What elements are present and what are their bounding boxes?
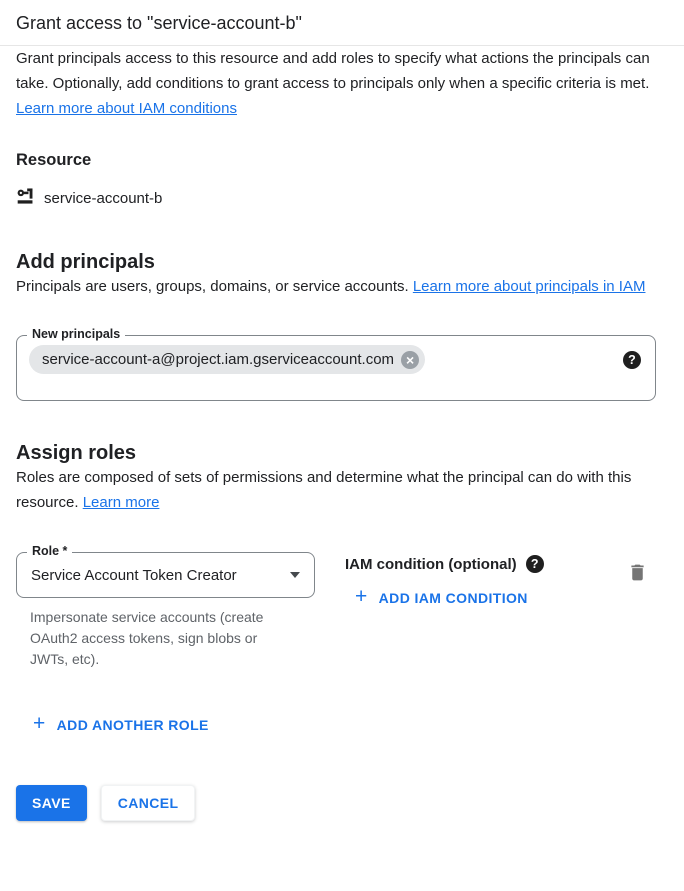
intro-text-body: Grant principals access to this resource and add roles to specify what actions the principals can take. Optionally, add conditions to grant access to principals only when a specific criteria is met. [16,50,650,92]
resource-name: service-account-b [44,190,163,207]
dialog-content [0,46,684,821]
save-button[interactable]: SAVE [16,785,87,821]
role-helper-text: Impersonate service accounts (create OAuth2 access tokens, sign blobs or JWTs, etc). [30,609,264,667]
service-account-icon [16,187,35,210]
question-glyph: ? [628,353,636,367]
add-iam-condition-button[interactable] [355,587,528,608]
add-another-role-label: ADD ANOTHER ROLE [56,716,209,733]
resource-row [16,187,656,210]
chip-remove-button[interactable] [401,351,419,369]
dialog-actions [16,785,656,821]
role-select[interactable] [16,544,315,598]
iam-condition-column [345,552,625,609]
principals-learn-more-link[interactable]: Learn more about principals in IAM [412,278,646,295]
delete-icon [627,562,648,586]
close-icon: × [405,351,415,368]
plus-icon: + [355,585,368,608]
principals-help-icon[interactable] [623,351,641,369]
cancel-button[interactable]: CANCEL [101,785,196,821]
intro-text [16,46,656,121]
assign-roles-text-body: Roles are composed of sets of permissions and determine what the principal can do with this resource. [16,469,632,511]
add-principals-text [16,274,656,299]
new-principals-field[interactable] [16,327,656,401]
principal-chip-text: service-account-a@project.iam.gserviceaccount.com [42,351,395,368]
iam-conditions-link[interactable]: Learn more about IAM conditions [16,100,237,117]
role-select-label: Role * [27,544,72,558]
roles-learn-more-link[interactable]: Learn more [82,494,160,511]
delete-role-button[interactable] [625,560,650,588]
role-column [16,544,315,670]
add-another-role-button[interactable] [33,714,209,735]
add-principals-heading: Add principals [16,251,155,273]
assign-roles-text [16,465,656,515]
new-principals-label: New principals [27,327,125,341]
plus-icon: + [33,712,46,735]
iam-condition-label-row [345,555,625,573]
role-row [16,544,656,670]
dialog-title: Grant access to "service-account-b" [16,13,302,33]
resource-heading: Resource [16,151,92,169]
dropdown-arrow-icon [290,572,300,578]
principal-chip [29,345,425,374]
add-iam-condition-label: ADD IAM CONDITION [378,589,528,606]
iam-condition-label: IAM condition (optional) [345,555,517,573]
iam-condition-help-icon[interactable] [526,555,544,573]
assign-roles-heading: Assign roles [16,442,137,464]
add-principals-text-body: Principals are users, groups, domains, or service accounts. [16,278,413,295]
role-select-value: Service Account Token Creator [31,566,237,584]
question-glyph: ? [530,557,539,571]
